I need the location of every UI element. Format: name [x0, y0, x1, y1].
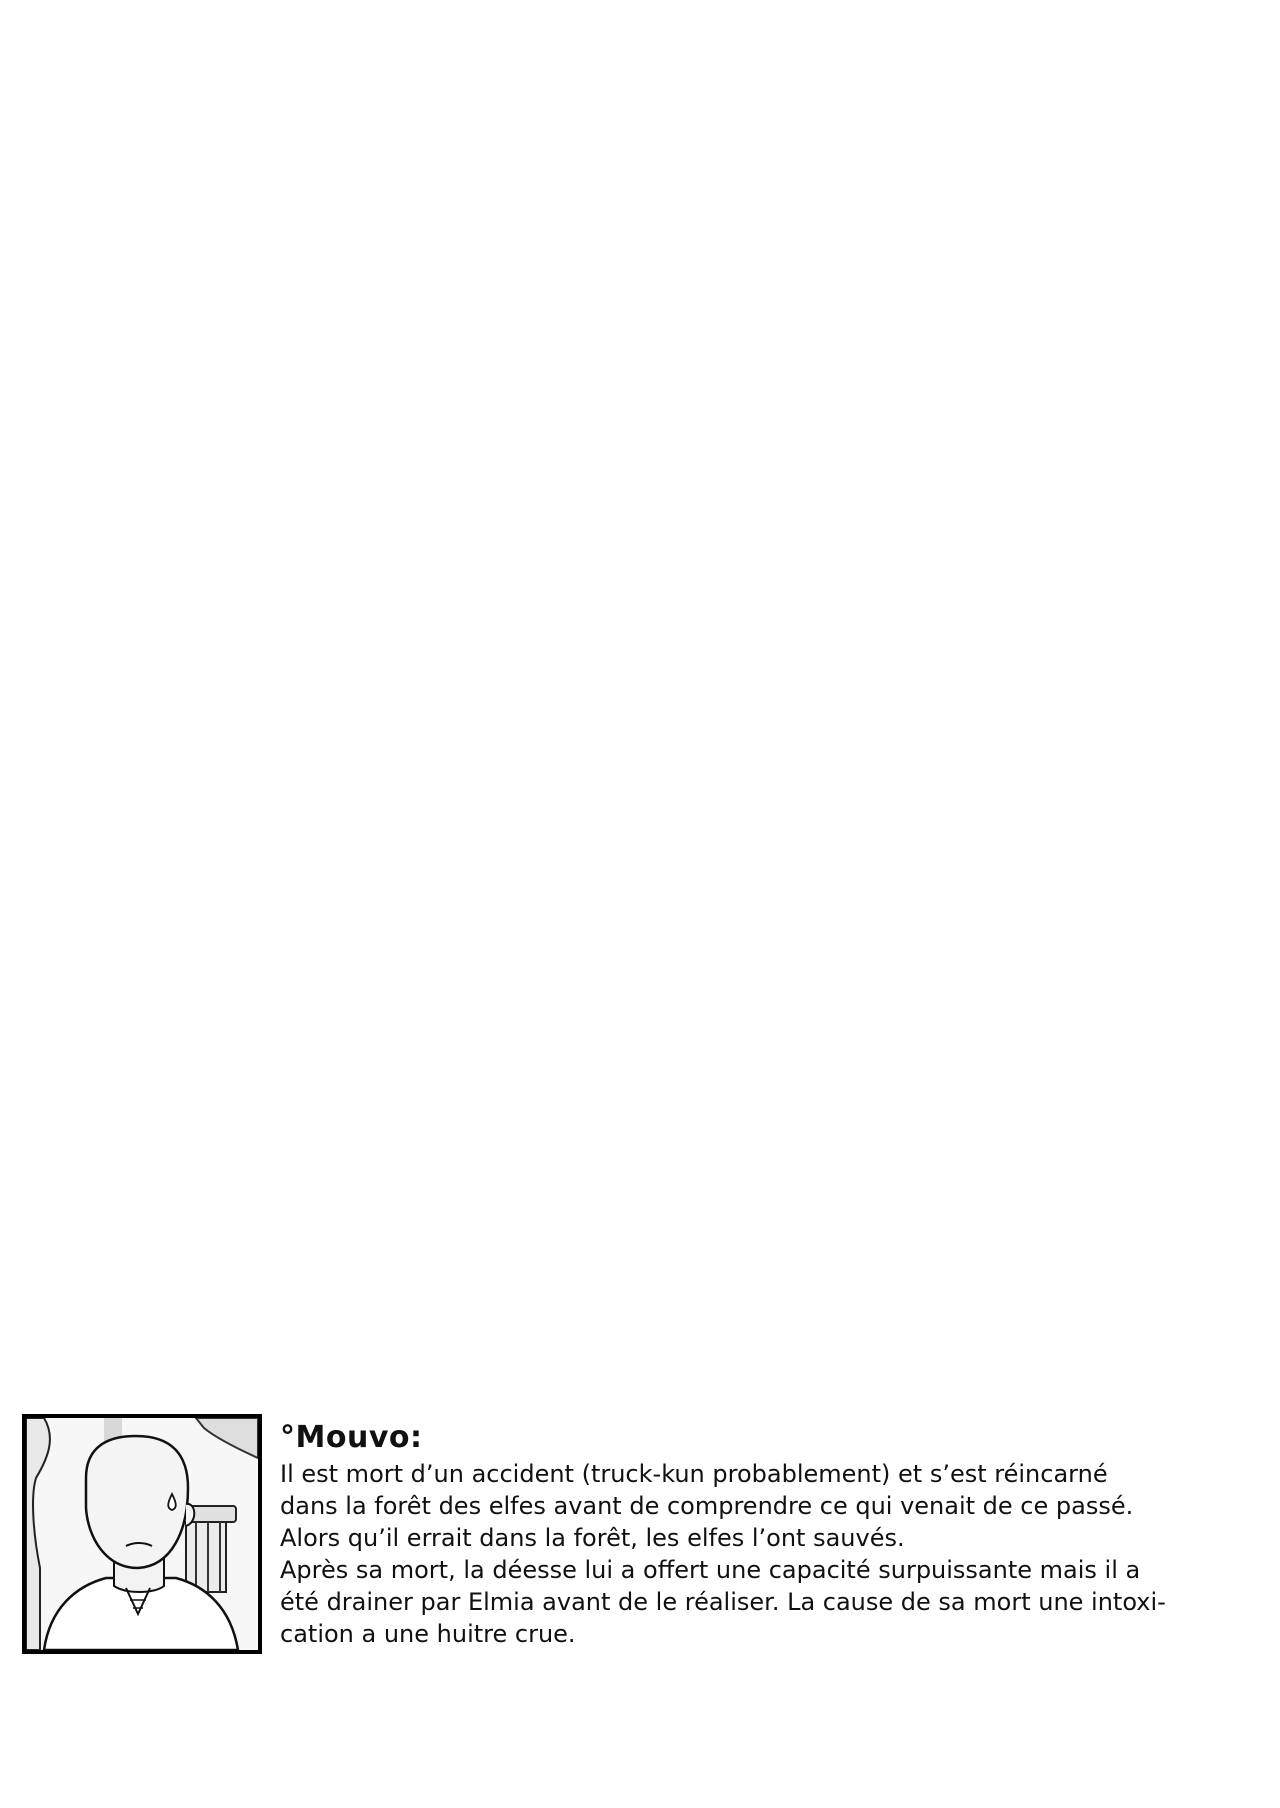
character-profile	[280, 1420, 1260, 1650]
faceless-character-portrait-icon	[26, 1418, 258, 1650]
description-line: dans la forêt des elfes avant de comprendre ce qui venait de ce passé.	[280, 1492, 1134, 1520]
description-line: Il est mort d’un accident (truck-kun probablement) et s’est réincarné	[280, 1460, 1108, 1488]
description-line: Après sa mort, la déesse lui a offert une capacité surpuissante mais il a	[280, 1556, 1141, 1584]
description-line: Alors qu’il errait dans la forêt, les elfes l’ont sauvés.	[280, 1524, 905, 1552]
description-line: été drainer par Elmia avant de le réaliser. La cause de sa mort une intoxi-	[280, 1588, 1166, 1616]
character-name: °Mouvo:	[280, 1420, 423, 1455]
description-line: cation a une huitre crue.	[280, 1620, 576, 1648]
character-portrait	[22, 1414, 262, 1654]
